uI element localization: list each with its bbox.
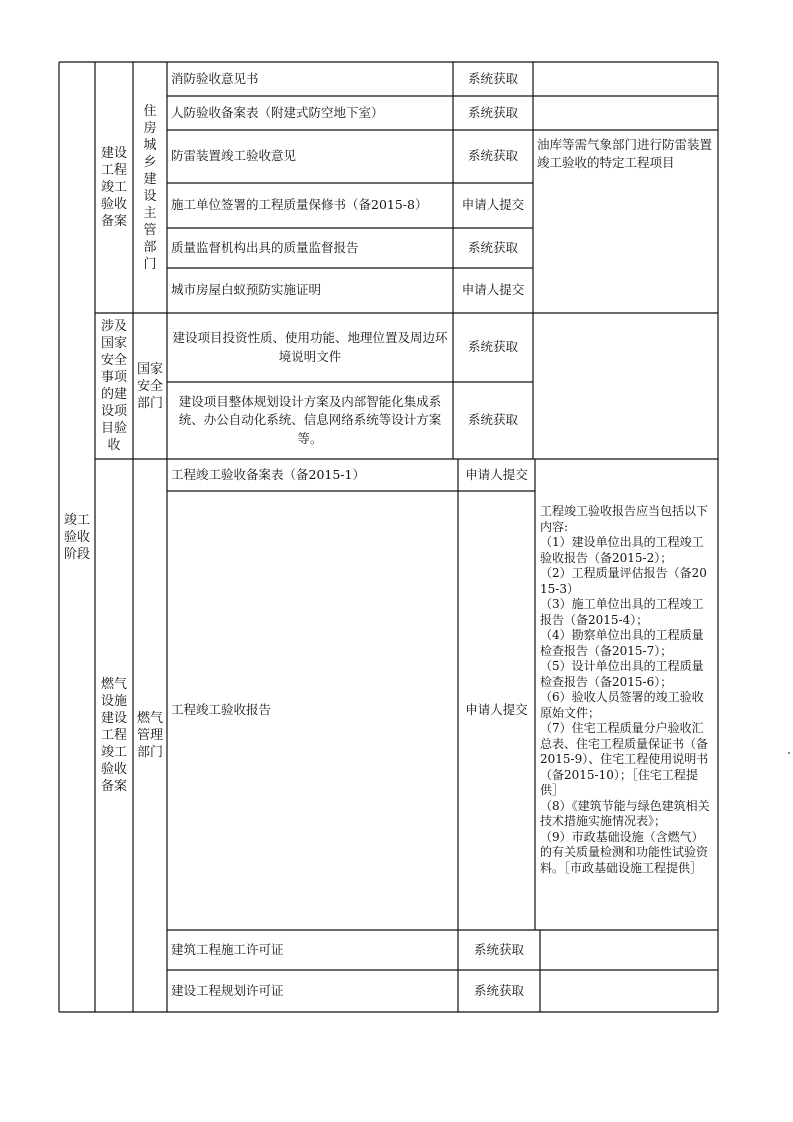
material-cell — [167, 459, 458, 491]
material-text: 施工单位签署的工程质量保修书（备2015-8） — [171, 197, 428, 213]
source-text: 申请人提交 — [465, 702, 528, 718]
dept-cell — [133, 459, 167, 1012]
source-text: 系统获取 — [473, 941, 524, 957]
material-cell — [167, 268, 453, 313]
report-item: （8）《建筑节能与绿色建筑相关技术措施实施情况表》； — [540, 798, 710, 828]
stage-label: 竣工验收阶段 — [63, 512, 90, 562]
dept-cell — [133, 313, 167, 459]
material-text: 人防验收备案表（附建式防空地下室） — [171, 104, 384, 120]
material-cell — [167, 96, 453, 130]
material-cell — [167, 382, 453, 459]
material-text: 建设项目投资性质、使用功能、地理位置及周边环境说明文件 — [172, 330, 448, 364]
item-cell — [95, 313, 133, 459]
material-text: 建筑工程施工许可证 — [171, 941, 284, 957]
dept-cell — [133, 62, 167, 313]
report-item: （1）建设单位出具的工程竣工验收报告（备2015-2）； — [540, 535, 704, 565]
material-text: 建设工程规划许可证 — [171, 982, 284, 998]
material-text: 城市房屋白蚁预防实施证明 — [171, 282, 322, 298]
source-cell — [453, 382, 533, 459]
material-text: 质量监督机构出具的质量监督报告 — [171, 239, 359, 255]
source-cell — [458, 970, 540, 1012]
source-cell — [458, 459, 535, 491]
material-cell — [167, 183, 453, 228]
report-note — [535, 500, 717, 928]
material-text: 工程竣工验收备案表（备2015-1） — [171, 466, 365, 482]
source-cell — [453, 183, 533, 228]
item-label: 建设工程竣工验收备案 — [100, 146, 127, 229]
material-text: 工程竣工验收报告 — [171, 702, 272, 718]
report-item: （7）住宅工程质量分户验收汇总表、住宅工程质量保证书（备 2015-9）、住宅工程使用说明书（备2015-10）；［住宅工程提供］ — [540, 721, 709, 797]
source-text: 系统获取 — [467, 412, 518, 428]
source-cell — [453, 130, 533, 183]
note-cell — [534, 136, 716, 176]
source-text: 系统获取 — [467, 239, 518, 255]
material-cell — [167, 313, 453, 382]
source-cell — [453, 313, 533, 382]
source-cell — [453, 62, 533, 96]
material-text: 建设项目整体规划设计方案及内部智能化集成系统、办公自动化系统、信息网络系统等设计方案等。 — [178, 394, 442, 446]
source-cell — [453, 268, 533, 313]
material-cell — [167, 970, 458, 1012]
source-text: 申请人提交 — [465, 466, 528, 482]
material-text: 防雷装置竣工验收意见 — [171, 148, 297, 164]
item-cell — [95, 62, 133, 313]
report-item: （3）施工单位出具的工程竣工报告（备2015-4）； — [540, 597, 704, 627]
source-cell — [453, 96, 533, 130]
report-item: （2）工程质量评估报告（备2015-3） — [540, 566, 707, 596]
scan-speck — [788, 752, 790, 754]
item-cell — [95, 459, 133, 1012]
source-cell — [453, 228, 533, 268]
report-note-intro: 工程竣工验收报告应当包括以下内容: — [540, 504, 709, 534]
source-text: 系统获取 — [467, 339, 518, 355]
dept-label: 燃气管理部门 — [136, 711, 163, 760]
source-text: 申请人提交 — [461, 197, 525, 213]
stage-cell — [59, 62, 95, 1012]
material-cell — [167, 491, 458, 930]
source-text: 系统获取 — [467, 148, 518, 164]
item-label: 燃气设施建设工程竣工验收备案 — [100, 677, 127, 794]
material-cell — [167, 62, 453, 96]
source-cell — [458, 491, 535, 930]
source-text: 系统获取 — [473, 982, 524, 998]
report-item: （4）勘察单位出具的工程质量检查报告（备2015-7）； — [540, 628, 704, 658]
material-text: 消防验收意见书 — [171, 70, 259, 86]
note-text: 油库等需气象部门进行防雷装置竣工验收的特定工程项目 — [537, 137, 713, 170]
source-text: 申请人提交 — [461, 282, 525, 298]
dept-label: 住房城乡建设主管部门 — [143, 103, 157, 272]
material-cell — [167, 228, 453, 268]
report-item: （5）设计单位出具的工程质量检查报告（备2015-6）； — [540, 659, 704, 689]
source-text: 系统获取 — [467, 104, 518, 120]
report-item: （6）验收人员签署的竣工验收原始文件； — [540, 690, 704, 720]
report-item: （9）市政基础设施（含燃气）的有关质量检测和功能性试验资料。［市政基础设施工程提供］ — [540, 829, 709, 875]
item-label: 涉及国家安全事项的建设项目验收 — [100, 319, 127, 453]
material-cell — [167, 130, 453, 183]
dept-label: 国家安全部门 — [136, 361, 163, 411]
material-cell — [167, 930, 458, 970]
source-cell — [458, 930, 540, 970]
source-text: 系统获取 — [467, 70, 518, 86]
